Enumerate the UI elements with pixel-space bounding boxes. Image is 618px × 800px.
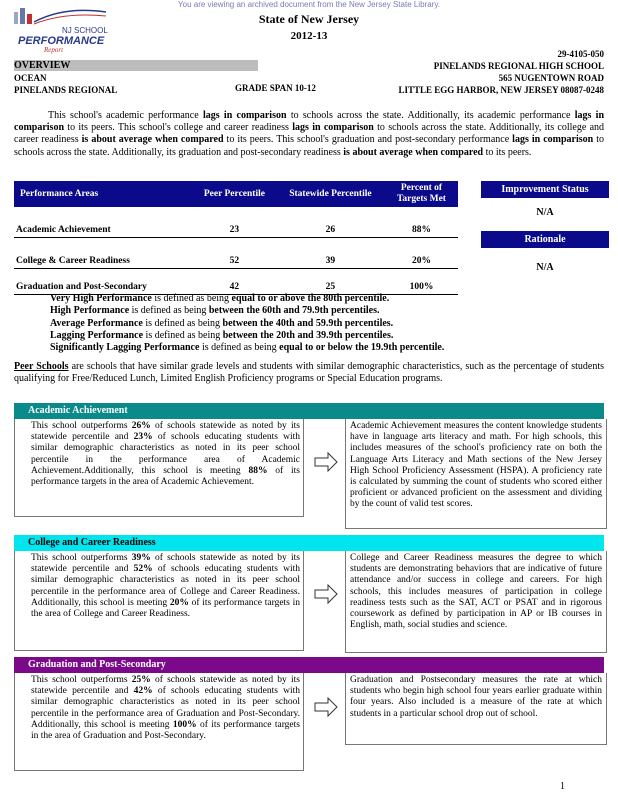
th-areas: Performance Areas [14, 181, 193, 207]
logo-line1: NJ SCHOOL [62, 26, 108, 35]
school-year: 2012-13 [290, 30, 328, 42]
definition-line: Average Performance is defined as being between the 40th and 59.9th percentiles. [50, 317, 394, 329]
section-academic-achievement-summary: This school outperforms 26% of schools statewide as noted by its statewide percentile and 23% of schools educating students with similar demographic characteristics as noted in its peer school percentile in the performance area of Academic Achievement.Additionally, this school is meeting 88% of its performance targets in the area of Academic Achievement. [14, 419, 304, 517]
th-peer: Peer Percentile [193, 181, 276, 207]
rationale-header: Rationale [481, 231, 609, 248]
rationale-value: N/A [536, 262, 554, 273]
county-name: OCEAN [14, 73, 47, 83]
section-academic-achievement-header: Academic Achievement [14, 403, 604, 419]
archive-banner[interactable]: You are viewing an archived document from the New Jersey State Library. [178, 0, 440, 9]
school-city: LITTLE EGG HARBOR, NEW JERSEY 08087-0248 [398, 85, 604, 95]
performance-definitions [50, 293, 610, 354]
table-row: Graduation and Post-Secondary 42 25 100% [14, 269, 458, 295]
section-college-career-header: College and Career Readiness [14, 535, 604, 551]
page-title: State of New Jersey [258, 12, 360, 26]
summary-paragraph: This school's academic performance lags in comparison to schools across the state. Additionally, its academic performance lags in comparison to its peers. This school's college and career readiness lags in comparison to schools across the state. Additionally, its college and career readiness is about average when compared to its peers. This school's graduation and post-secondary performance lags in comparison to schools across the state. Additionally, its graduation and post-secondary readiness is about average when compared to its peers. [14, 110, 605, 158]
table-row: College & Career Readiness 52 39 20% [14, 238, 458, 269]
page-number: 1 [560, 781, 565, 792]
section-college-career-summary: This school outperforms 39% of schools statewide as noted by its statewide percentile and 52% of schools educating students with similar demographic characteristics as noted in its peer school percentile in the performance area of College and Career Readiness. Additionally, this school is meeting 20% of its performance targets in the area of College and Career Readiness. [14, 551, 304, 651]
definition-line: Lagging Performance is defined as being between the 20th and 39.9th percentiles. [50, 329, 394, 341]
arrow-right-icon [314, 697, 338, 717]
section-graduation-header: Graduation and Post-Secondary [14, 657, 604, 673]
overview-heading: OVERVIEW [14, 60, 71, 71]
logo-line2: PERFORMANCE [18, 35, 105, 47]
th-targets: Percent of Targets Met [385, 181, 458, 207]
grade-span: GRADE SPAN 10-12 [235, 83, 316, 93]
district-name: PINELANDS REGIONAL [14, 85, 118, 95]
definition-line: Very High Performance is defined as being equal to or above the 80th percentile. [50, 293, 390, 304]
arrow-right-icon [314, 452, 338, 472]
performance-table [14, 181, 458, 295]
improvement-status-header: Improvement Status [481, 181, 609, 198]
school-address: 565 NUGENTOWN ROAD [498, 73, 604, 83]
improvement-status-value: N/A [536, 207, 554, 218]
section-college-career-description: College and Career Readiness measures the degree to which students are demonstrating behaviors that are indicative of future attendance and/or success in college and careers. For high schools, this includes measures of participation in college readiness tests such as the SAT, ACT or PSAT and in rigorous coursework as defined by participation in AP or IB courses in English, math, social studies and science. [345, 551, 607, 653]
definition-line: Significantly Lagging Performance is defined as being equal to or below the 19.9th percentile. [50, 342, 445, 354]
section-graduation-summary: This school outperforms 25% of schools statewide as noted by its statewide percentile and 42% of schools educating students with similar demographic characteristics as noted in its peer school percentile in the performance area of Graduation and Post-Secondary. Additionally, this school is meeting 100% of its performance targets in the area of Graduation and Post-Secondary. [14, 673, 304, 771]
definition-line: High Performance is defined as being between the 60th and 79.9th percentiles. [50, 305, 380, 317]
school-code: 29-4105-050 [557, 49, 604, 59]
section-academic-achievement-description: Academic Achievement measures the content knowledge students have in language arts literacy and math. For high schools, this includes measures of the school's proficiency rate on both the Language Arts Literacy and Math sections of the New Jersey High School Proficiency Assessment (HSPA). A proficiency rate is calculated by summing the count of students who scored either proficient or advanced proficient on the assessment and dividing by the count of valid test scores. [345, 419, 607, 529]
arrow-right-icon [314, 584, 338, 604]
logo-line3: Report [44, 46, 64, 54]
school-name: PINELANDS REGIONAL HIGH SCHOOL [433, 61, 604, 71]
section-graduation-description: Graduation and Postsecondary measures the rate at which students who begin high school four years earlier graduate within four years. Also included is a measure of the rate at which students in a particular school drop out of school. [345, 673, 607, 745]
peer-schools-note: Peer Schools are schools that have similar grade levels and students with similar demographic characteristics, such as the percentage of students qualifying for Free/Reduced Lunch, Limited English Proficiency programs or Special Education programs. [14, 361, 604, 385]
table-row: Academic Achievement 23 26 88% [14, 207, 458, 238]
th-statewide: Statewide Percentile [276, 181, 385, 207]
